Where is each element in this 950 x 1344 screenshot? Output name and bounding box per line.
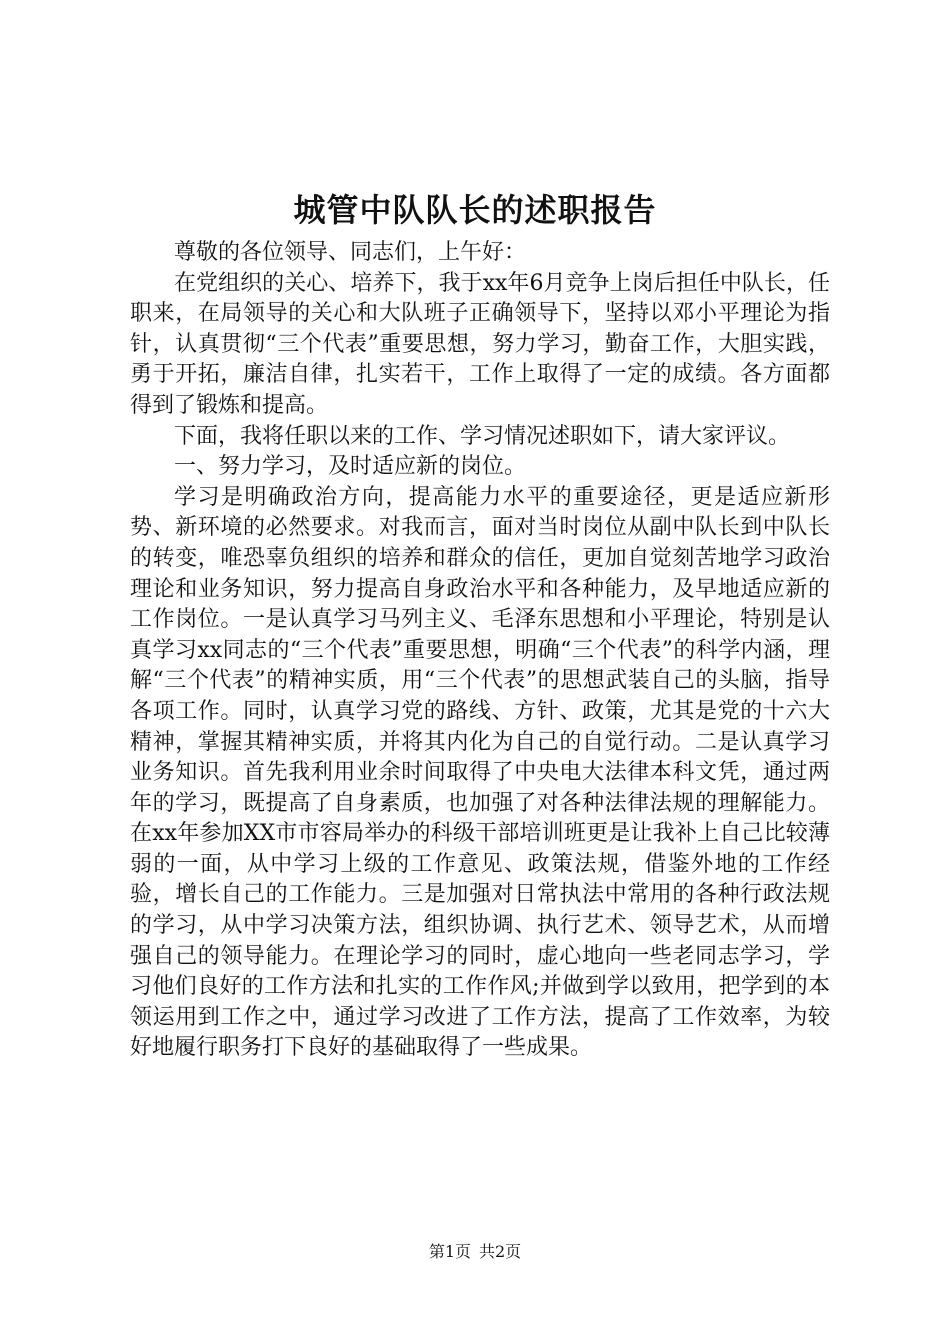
section-heading: 一、努力学习，及时适应新的岗位。 [174,454,527,480]
document-body [130,238,830,1064]
salutation-paragraph: 尊敬的各位领导、同志们，上午好： [174,240,527,265]
transition-paragraph: 下面，我将任职以来的工作、学习情况述职如下，请大家评议。 [174,423,791,449]
page-footer [0,1240,950,1264]
page-number: 第1页 [428,1242,471,1261]
body-paragraph: 学习是明确政治方向，提高能力水平的重要途径，更是适应新形势、新环境的必然要求。对我而言，面对当时岗位从副中队长到中队长的转变，唯恐辜负组织的培养和群众的信任，更加自觉刻苦地学习政治理论和业务知识，努力提高自身政治水平和各种能力，及早地适应新的工作岗位。一是认真学习马列主义、毛泽东思想和小平理论，特别是认真学习xx同志的“三个代表”重要思想，明确“三个代表”的科学内涵，理解“三个代表”的精神实质，用“三个代表”的思想武装自己的头脑，指导各项工作。同时，认真学习党的路线、方针、政策，尤其是党的十六大精神，掌握其精神实质，并将其内化为自己的自觉行动。二是认真学习业务知识。首先我利用业余时间取得了中央电大法律本科文凭，通过两年的学习，既提高了自身素质，也加强了对各种法律法规的理解能力。在xx年参加XX市市容局举办的科级干部培训班更是让我补上自己比较薄弱的一面，从中学习上级的工作意见、政策法规，借鉴外地的工作经验，增长自己的工作能力。三是加强对日常执法中常用的各种行政法规的学习，从中学习决策方法，组织协调、执行艺术、领导艺术，从而增强自己的领导能力。在理论学习的同时，虚心地向一些老同志学习，学习他们良好的工作方法和扎实的工作作风;并做到学以致用，把学到的本领运用到工作之中，通过学习改进了工作方法，提高了工作效率，为较好地履行职务打下良好的基础取得了一些成果。 [130,484,830,1061]
document-title: 城管中队队长的述职报告 [293,191,657,229]
intro-paragraph: 在党组织的关心、培养下，我于xx年6月竞争上岗后担任中队长，任职来，在局领导的关心和大队班子正确领导下，坚持以邓小平理论为指针，认真贯彻“三个代表”重要思想，努力学习，勤奋工作，大胆实践，勇于开拓，廉洁自律，扎实若干，工作上取得了一定的成绩。各方面都得到了锻炼和提高。 [130,270,830,418]
page-total: 共2页 [479,1242,522,1261]
